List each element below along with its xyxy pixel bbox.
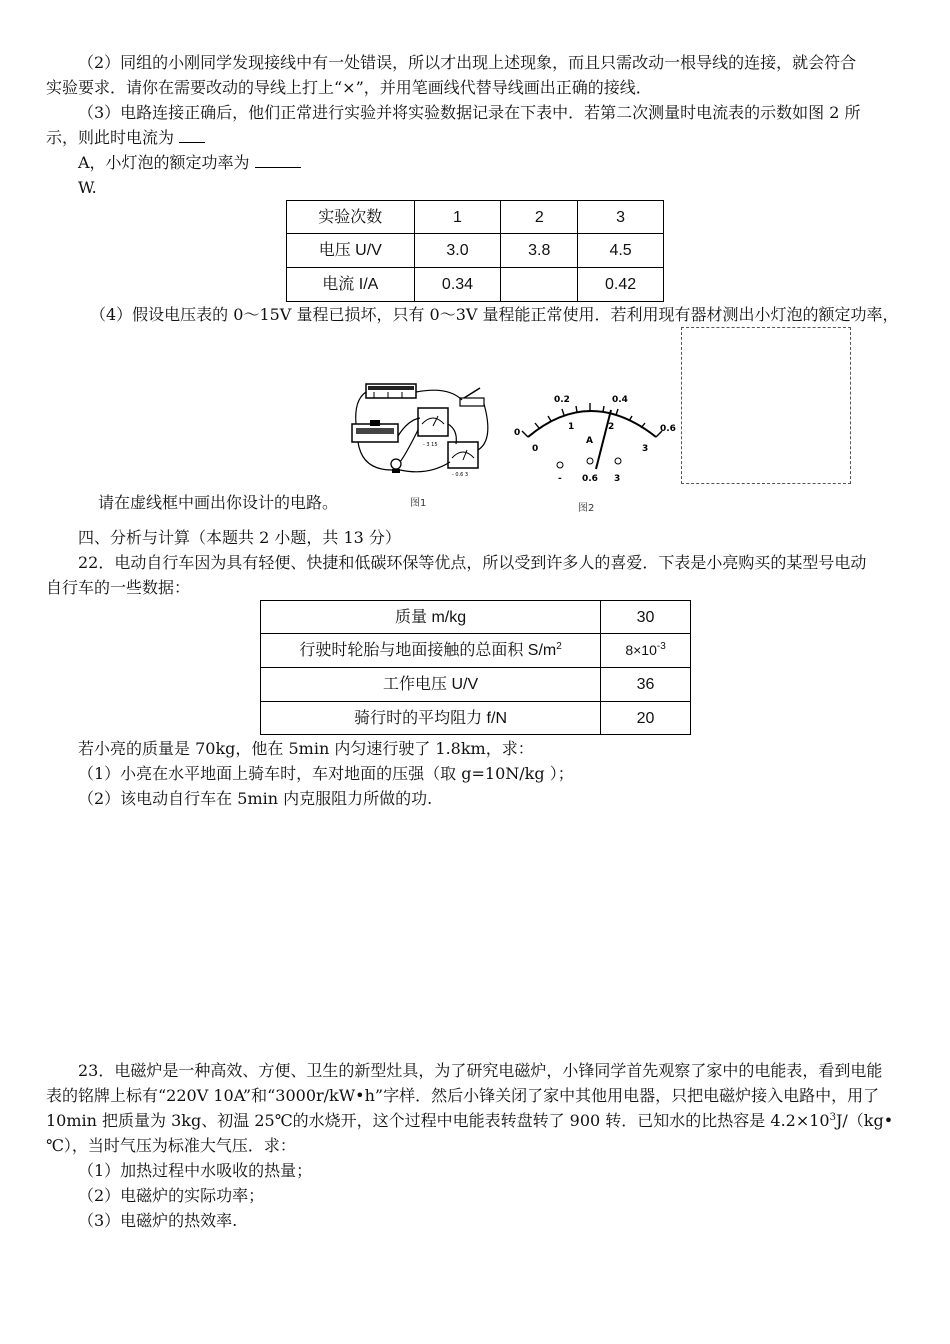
spec-label-area: 行驶时轮胎与地面接触的总面积 S/m bbox=[299, 642, 557, 659]
q23-line1: 23．电磁炉是一种高效、方便、卫生的新型灶具，为了研究电磁炉，小锋同学首先观察了家中的电能表，看到电能 bbox=[78, 1061, 883, 1080]
spec-label-voltage: 工作电压 U/V bbox=[261, 668, 601, 702]
q23-line2: 表的铭牌上标有“220V 10A”和“3000r/kW•h”字样．然后小锋关闭了家中其他用电器，只把电磁炉接入电路中，用了 bbox=[46, 1086, 880, 1105]
q22-sub2: （2）该电动自行车在 5min 内克服阻力所做的功. bbox=[78, 789, 433, 808]
figure2-ammeter-dial bbox=[510, 385, 680, 490]
meter-bottom-zero: 0 bbox=[532, 444, 539, 454]
trial-number-3: 3 bbox=[578, 201, 664, 234]
q22-sub1: （1）小亮在水平地面上骑车时，车对地面的压强（取 g=10N/kg ）； bbox=[78, 764, 574, 783]
voltage-1: 3.0 bbox=[414, 234, 501, 268]
terminal-minus-label: - bbox=[558, 474, 562, 484]
section4-title: 四、分析与计算（本题共 2 小题，共 13 分） bbox=[78, 528, 401, 547]
spec-value-voltage: 36 bbox=[601, 668, 691, 702]
q21-part3-line2: 示，则此时电流为 bbox=[46, 128, 175, 147]
current-1: 0.34 bbox=[414, 268, 501, 302]
trial-number-1: 1 bbox=[414, 201, 501, 234]
spec-value-area-sup: -3 bbox=[656, 641, 666, 652]
q23-line3-sup: 3 bbox=[829, 1112, 836, 1123]
current-label: 电流 I/A bbox=[287, 268, 415, 302]
voltage-3: 4.5 bbox=[578, 234, 664, 268]
voltage-label: 电压 U/V bbox=[287, 234, 415, 268]
q21-part3-line4: W. bbox=[78, 178, 97, 197]
meter-needle bbox=[596, 410, 611, 469]
spec-value-area-cell bbox=[601, 634, 691, 668]
current-answer-blank[interactable] bbox=[179, 126, 205, 143]
figure1-caption: 图1 bbox=[410, 498, 427, 509]
q22-given: 若小亮的质量是 70kg，他在 5min 内匀速行驶了 1.8km，求： bbox=[78, 739, 534, 758]
q21-part4-line2: 请在虚线框中画出你设计的电路。 bbox=[98, 493, 339, 512]
q23-line3 bbox=[46, 1108, 893, 1133]
q21-part3-line3: A，小灯泡的额定功率为 bbox=[78, 153, 250, 172]
q23-line4: ℃），当时气压为标准大气压．求： bbox=[46, 1136, 296, 1155]
meter-bottom-1: 1 bbox=[568, 422, 575, 432]
switch-icon bbox=[460, 398, 484, 406]
terminal-0-6-icon bbox=[587, 458, 593, 464]
terminal-3-label: 3 bbox=[614, 474, 621, 484]
lamp-icon bbox=[391, 459, 401, 469]
bike-spec-table bbox=[260, 600, 691, 735]
meter-bottom-2: 2 bbox=[608, 422, 615, 432]
q22-line1: 22．电动自行车因为具有轻便、快捷和低碳环保等优点，所以受到许多人的喜爱．下表是小亮购买的某型号电动 bbox=[78, 553, 867, 572]
voltmeter-icon bbox=[418, 408, 448, 436]
meter-top-zero: 0 bbox=[514, 428, 521, 438]
trial-number-2: 2 bbox=[501, 201, 578, 234]
q23-line3-b: J/（kg• bbox=[835, 1111, 894, 1130]
q21-part3-line3-wrap bbox=[78, 150, 301, 175]
circuit-drawing-box[interactable] bbox=[681, 327, 851, 484]
voltage-2: 3.8 bbox=[501, 234, 578, 268]
ammeter-icon bbox=[448, 442, 478, 468]
q23-sub1: （1）加热过程中水吸收的热量； bbox=[78, 1161, 313, 1180]
meter-top-0-2: 0.2 bbox=[554, 395, 570, 405]
q23-line3-a: 10min 把质量为 3kg、初温 25℃的水烧开，这个过程中电能表转盘转了 900 转．已知水的比热容是 4.2×10 bbox=[46, 1111, 830, 1130]
terminal-3-icon bbox=[615, 458, 621, 464]
spec-value-mass: 30 bbox=[601, 601, 691, 634]
spec-value-resistance: 20 bbox=[601, 702, 691, 735]
figure2-caption: 图2 bbox=[578, 503, 595, 514]
ammeter-terminals: - 0.6 3 bbox=[452, 472, 469, 478]
spec-label-mass: 质量 m/kg bbox=[261, 601, 601, 634]
spec-label-resistance: 骑行时的平均阻力 f/N bbox=[261, 702, 601, 735]
current-2[interactable] bbox=[501, 268, 578, 302]
q23-sub2: （2）电磁炉的实际功率； bbox=[78, 1186, 265, 1205]
current-3: 0.42 bbox=[578, 268, 664, 302]
q21-part3-line1: （3）电路连接正确后，他们正常进行实验并将实验数据记录在下表中．若第二次测量时电流表的示数如图 2 所 bbox=[78, 103, 861, 122]
q22-line2: 自行车的一些数据： bbox=[46, 578, 191, 597]
q23-sub3: （3）电磁炉的热效率. bbox=[78, 1211, 238, 1230]
meter-top-0-4: 0.4 bbox=[612, 395, 628, 405]
q21-part2-line1: （2）同组的小刚同学发现接线中有一处错误，所以才出现上述现象，而且只需改动一根导线的连接，就会符合 bbox=[78, 53, 857, 72]
terminal-minus-icon bbox=[557, 462, 563, 468]
spec-label-area-sup: 2 bbox=[556, 641, 562, 652]
table-header-label: 实验次数 bbox=[287, 201, 415, 234]
power-answer-blank[interactable] bbox=[255, 151, 301, 168]
q21-part2-line2: 实验要求．请你在需要改动的导线上打上“×”，并用笔画线代替导线画出正确的接线． bbox=[46, 78, 652, 97]
q21-part3-line2-wrap bbox=[46, 125, 205, 150]
meter-top-0-6: 0.6 bbox=[660, 424, 676, 434]
voltmeter-terminals: - 3 15 bbox=[423, 442, 438, 448]
figure1-circuit-diagram bbox=[348, 380, 498, 490]
spec-label-area-cell bbox=[261, 634, 601, 668]
q21-part4-line1: （4）假设电压表的 0～15V 量程已损坏，只有 0～3V 量程能正常使用．若利用现有器材测出小灯泡的额定功率， bbox=[90, 305, 899, 324]
meter-bottom-3: 3 bbox=[642, 444, 649, 454]
experiment-data-table bbox=[286, 200, 664, 302]
meter-unit: A bbox=[586, 436, 593, 446]
spec-value-area: 8×10 bbox=[625, 642, 657, 658]
terminal-0-6-label: 0.6 bbox=[582, 474, 598, 484]
